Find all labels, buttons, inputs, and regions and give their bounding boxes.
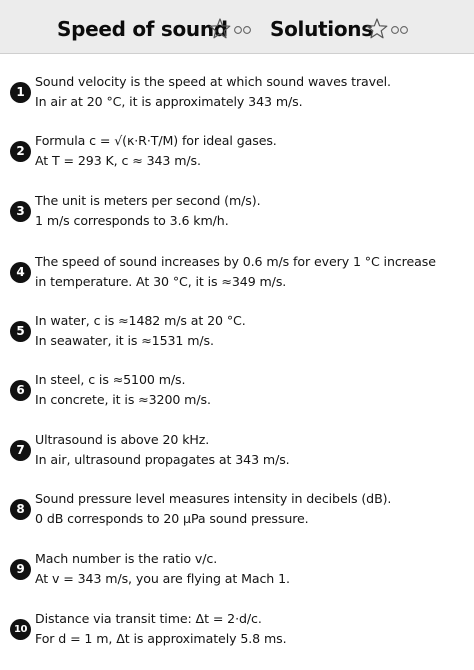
solution-item	[0, 373, 474, 419]
number-badge: 8	[10, 499, 31, 520]
solution-line: In water, c is ≈1482 m/s at 20 °C.	[35, 313, 246, 328]
solution-line: In steel, c is ≈5100 m/s.	[35, 372, 186, 387]
number-badge: 2	[10, 141, 31, 162]
solutions-title: Solutions	[270, 17, 373, 41]
solution-item	[0, 552, 474, 598]
number-badge: 9	[10, 559, 31, 580]
solution-line: At v = 343 m/s, you are flying at Mach 1.	[35, 571, 290, 586]
solution-line: Distance via transit time: Δt = 2·d/c.	[35, 611, 262, 626]
solution-line: Sound velocity is the speed at which sound waves travel.	[35, 74, 391, 89]
solution-item	[0, 433, 474, 479]
solution-line: 1 m/s corresponds to 3.6 km/h.	[35, 213, 229, 228]
solution-item	[0, 314, 474, 360]
star-and-circles-icon	[366, 17, 416, 41]
number-badge: 7	[10, 440, 31, 461]
number-badge: 3	[10, 201, 31, 222]
number-badge: 4	[10, 262, 31, 283]
page-title: Speed of sound	[57, 17, 228, 41]
solution-line: For d = 1 m, Δt is approximately 5.8 ms.	[35, 631, 287, 646]
solution-line: The speed of sound increases by 0.6 m/s for every 1 °C increase	[35, 254, 436, 269]
solution-line: The unit is meters per second (m/s).	[35, 193, 261, 208]
solution-line: Ultrasound is above 20 kHz.	[35, 432, 210, 447]
solution-item	[0, 134, 474, 180]
solution-line: 0 dB corresponds to 20 μPa sound pressure.	[35, 511, 309, 526]
solution-line: Mach number is the ratio v/c.	[35, 551, 218, 566]
solution-line: In concrete, it is ≈3200 m/s.	[35, 392, 211, 407]
solution-line: In seawater, it is ≈1531 m/s.	[35, 333, 214, 348]
solution-line: In air at 20 °C, it is approximately 343 m/s.	[35, 94, 303, 109]
number-badge: 10	[10, 619, 31, 640]
star-and-circles-icon	[209, 17, 259, 41]
solution-item	[0, 255, 474, 301]
solution-item	[0, 492, 474, 538]
solution-item	[0, 75, 474, 121]
number-badge: 6	[10, 380, 31, 401]
solution-item	[0, 612, 474, 658]
solution-line: Sound pressure level measures intensity in decibels (dB).	[35, 491, 392, 506]
solution-line: Formula c = √(κ·R·T/M) for ideal gases.	[35, 133, 277, 148]
number-badge: 1	[10, 82, 31, 103]
number-badge: 5	[10, 321, 31, 342]
solution-item	[0, 194, 474, 240]
header-bar	[0, 0, 474, 54]
solution-line: in temperature. At 30 °C, it is ≈349 m/s.	[35, 274, 287, 289]
solution-line: At T = 293 K, c ≈ 343 m/s.	[35, 153, 201, 168]
solution-line: In air, ultrasound propagates at 343 m/s.	[35, 452, 290, 467]
